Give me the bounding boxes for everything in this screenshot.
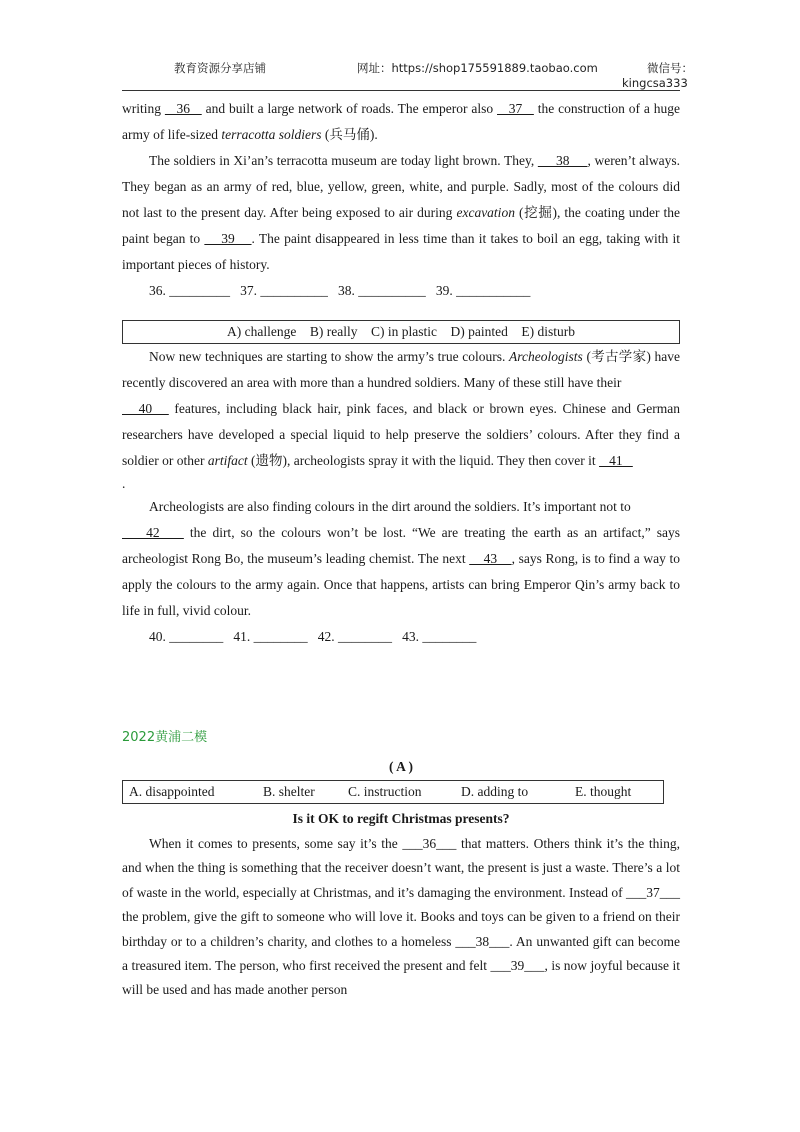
article-paragraph-1: When it comes to presents, some say it’s the ___36___ that matters. Others think it’s the thing, and when the thing is something that the receiver doesn’t want, the present is just a waste. There’s a lot of waste in the world, especially at Christmas, and it’s damaging the environment. Instead of ___37___ the problem, give the gift to someone who will love it. Books and toys can be given to a friend on their birthday or to a children’s charity, and clothes to a homeless ___38___. An unwanted gift can become a treasured item. The person, who first received the present and felt ___39___, is now joyful because it will be used and has made another person	[122, 836, 680, 998]
text: Now new techniques are starting to show the army’s true colours.	[149, 349, 510, 364]
answer-line-2: 40. ________ 41. ________ 42. ________ 43. ________	[149, 629, 477, 644]
options-box-2	[122, 780, 664, 804]
option-c: C. instruction	[348, 784, 422, 799]
part-heading: ( A )	[388, 759, 413, 774]
wechat-label: 微信号：	[647, 61, 693, 75]
header-divider	[122, 90, 680, 91]
text: the dirt, so the colours won’t be lost. “We are treating the earth as an artifact,” says archeologist Rong Bo, the museum’s leading chemist. The next	[122, 525, 680, 566]
text: the construction of a huge army of life-sized	[122, 101, 681, 142]
paragraph-3	[122, 344, 680, 396]
answer-line-1: 36. _________ 37. __________ 38. __________ 39. ___________	[149, 283, 531, 298]
blank-36: 36	[164, 101, 202, 116]
text: The soldiers in Xi’an’s terracotta museum are today light brown. They,	[149, 153, 538, 168]
page-content	[122, 96, 680, 1003]
term-excavation: excavation	[456, 205, 515, 220]
section-label: 2022黄浦二模	[122, 730, 208, 745]
term-terracotta: terracotta soldiers	[221, 127, 322, 142]
blank-42: 42	[122, 525, 184, 540]
wechat-id: kingcsa333	[622, 76, 688, 90]
blank-43: 43	[469, 551, 512, 566]
blank-40: 40	[122, 401, 169, 416]
shop-url[interactable]: 网址：https://shop175591889.taobao.com	[357, 61, 598, 75]
blank-37: 37	[497, 101, 534, 116]
word-options-box: A) challenge B) really C) in plastic D) painted E) disturb	[122, 320, 680, 344]
blank-41: 41	[599, 453, 633, 468]
text: (考古学家) have recently discovered an area with more than a hundred soldiers. Many of these still have their	[122, 349, 680, 390]
text: (兵马俑).	[321, 127, 378, 142]
text: (挖掘), the coating under the paint began to	[122, 205, 681, 246]
page-header	[0, 0, 800, 92]
term-archeologists: Archeologists	[509, 349, 583, 364]
paragraph-4b	[122, 520, 680, 624]
text: and built a large network of roads. The emperor also	[201, 101, 498, 116]
blank-39: 39	[204, 231, 252, 246]
article-title: Is it OK to regift Christmas presents?	[292, 811, 510, 826]
text: (遗物), archeologists spray it with the liquid. They then cover it	[247, 453, 600, 468]
text: . The paint disappeared in less time than it takes to boil an egg, taking with it important pieces of history.	[122, 231, 681, 272]
option-a: A. disappointed	[129, 784, 215, 799]
option-e: E. thought	[575, 784, 632, 799]
option-d: D. adding to	[461, 784, 529, 799]
text: , says Rong, is to find a way to apply the colours to the army again. Once that happens, artists can bring Emperor Qin’s army back to life in full, vivid colour.	[122, 551, 680, 618]
paragraph-1	[122, 96, 680, 148]
text: writing	[122, 101, 165, 116]
blank-38: 38	[537, 153, 588, 168]
paragraph-3c: .	[122, 476, 126, 491]
paragraph-4: Archeologists are also finding colours in the dirt around the soldiers. It’s important not to	[149, 499, 631, 514]
option-b: B. shelter	[263, 784, 315, 799]
term-artifact: artifact	[207, 453, 248, 468]
paragraph-3b	[122, 396, 680, 474]
text: , weren’t always. They began as an army of red, blue, yellow, green, white, and purple. Sadly, most of the colours did not last to the present day. After being exposed to air during	[122, 153, 681, 220]
shop-name: 教育资源分享店铺	[174, 61, 266, 75]
paragraph-2	[122, 148, 680, 278]
text: features, including black hair, pink faces, and black or brown eyes. Chinese and German researchers have developed a special liquid to help preserve the soldiers’ colours. After they find a soldier or other	[122, 401, 681, 468]
